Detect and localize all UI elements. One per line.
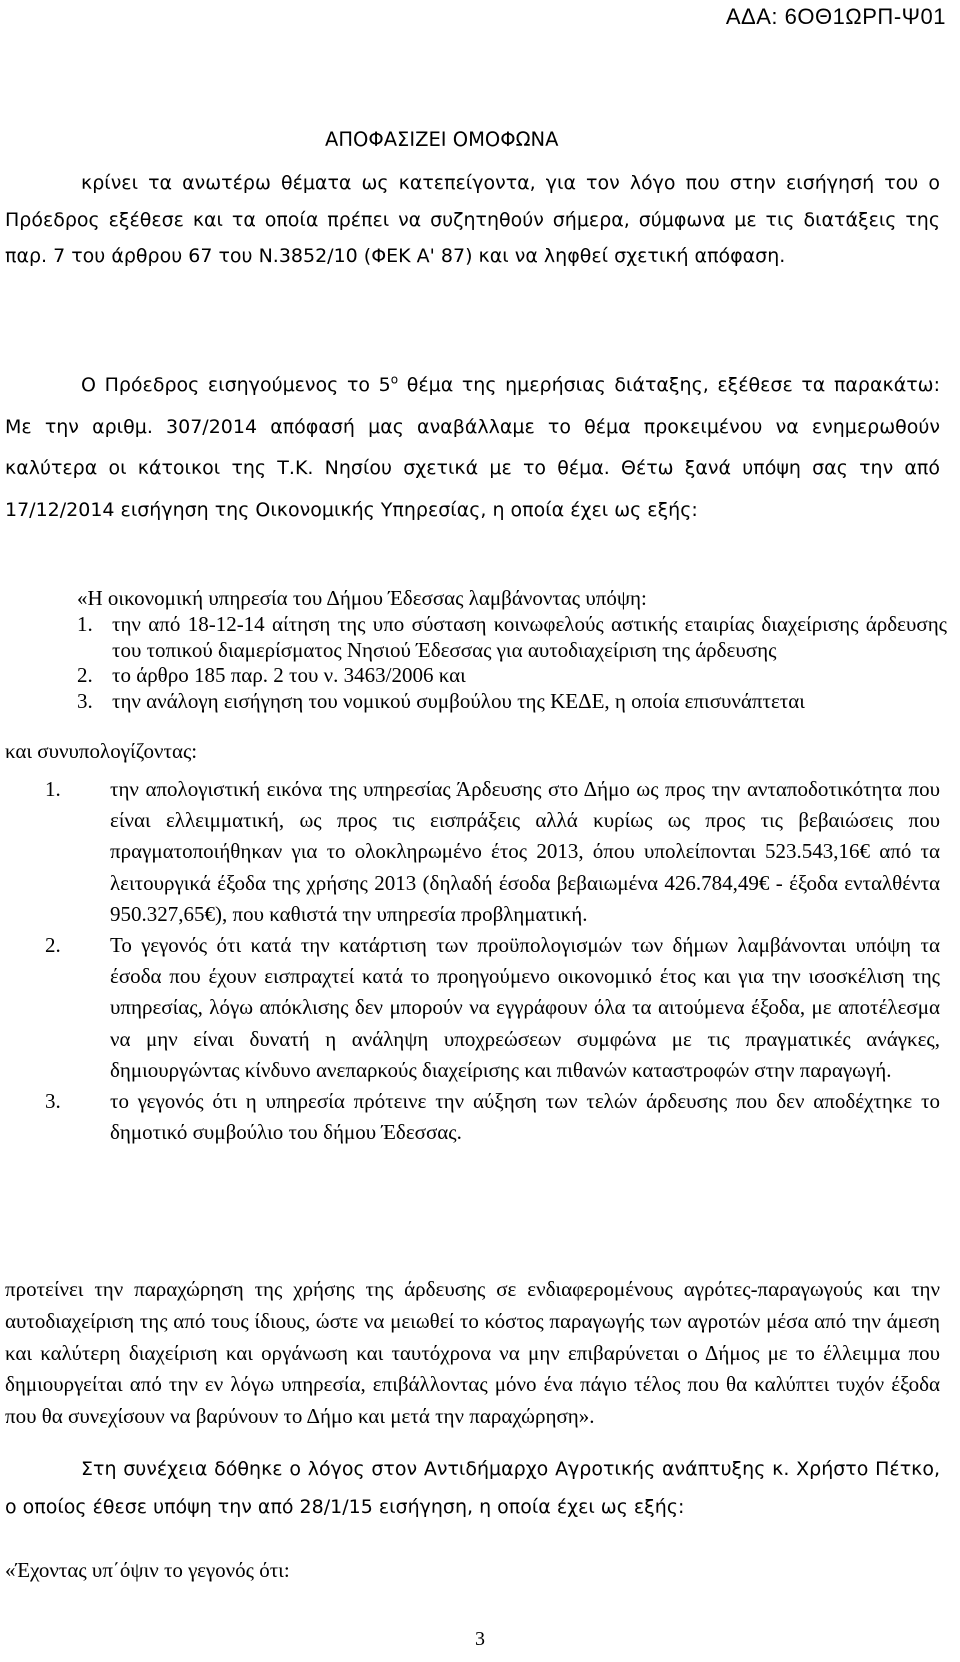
list-item-number: 2. (77, 663, 93, 687)
list-item-number: 3. (45, 1089, 61, 1114)
list-item-number: 3. (77, 688, 93, 713)
list-item (77, 689, 947, 715)
document-id: ΑΔΑ: 6ΟΘ1ΩΡΠ-Ψ01 (725, 4, 946, 29)
final-line: «Έχοντας υπ΄όψιν το γεγονός ότι: (5, 1558, 290, 1582)
list-item-text: την ανάλογη εισήγηση του νομικού συμβούλου της ΚΕΔΕ, η οποία επισυνάπτεται (112, 688, 805, 713)
ordinal-superscript: ο (390, 372, 399, 387)
list-item (77, 663, 947, 689)
considering-line: και συνυπολογίζοντας: (5, 739, 198, 763)
list-item-text: Το γεγονός ότι κατά την κατάρτιση των προϋπολογισμών των δήμων λαμβάνονται υπόψη τα έσοδα που έχουν εισπραχτεί κατά το προηγούμενο οικονομικό έτος και για την ισοσκέλιση της υπηρεσίας, λόγω απόκλισης δεν μπορούν να εγγράφουν όλα τα αιτούμενα έξοδα, με αποτέλεσμα να μην είναι δυνατή η ανάληψη υποχρεώσεων συμφώνα με τις πραγματικές ανάγκες, δημιουργώντας κίνδυνο ανεπαρκούς διαχείρισης και πιθανών καταστροφών στην παραγωγή. (110, 933, 940, 1082)
list-item-number: 2. (45, 933, 61, 958)
proposal-paragraph: προτείνει την παραχώρηση της χρήσης της άρδευσης σε ενδιαφερομένους αγρότες-παραγωγούς και την αυτοδιαχείριση της από τους ίδιους, ώστε να μειωθεί το κόστος παραγωγής των αγροτών μέσα από την άμεση και καλύτερη διαχείριση και οργάνωση και ταυτόχρονα να μην επιβαρύνεται ο Δήμος με το έλλειμμα που δημιουργείται από την εν λόγω υπηρεσία, επιβάλλοντας μόνο ένα πάγιο τέλος που θα καλύπτει τυχόν έξοδα που θα συνεχίσουν να βαρύνουν το Δήμο και μετά την παραχώρηση». (5, 1277, 940, 1429)
considerations-list (77, 612, 947, 714)
list-item (5, 1086, 940, 1148)
list-item-number: 1. (45, 777, 61, 801)
list-item (5, 930, 940, 1086)
deputy-mayor-paragraph: Στη συνέχεια δόθηκε ο λόγος στον Αντιδήμαρχο Αγροτικής ανάπτυξης κ. Χρήστο Πέτκο, ο οποίος έθεσε υπόψη την από 28/1/15 εισήγηση, η οποία έχει ως εξής: (5, 1458, 940, 1518)
decision-heading: ΑΠΟΦΑΣΙΖΕΙ ΟΜΟΦΩΝΑ (325, 128, 559, 151)
intro-paragraph: κρίνει τα ανωτέρω θέματα ως κατεπείγοντα, για τον λόγο που στην εισήγησή του ο Πρόεδρος εξέθεσε και τα οποία πρέπει να συζητηθούν σήμερα, σύμφωνα με τις διατάξεις της παρ. 7 του άρθρου 67 του Ν.3852/10 (ΦΕΚ Α' 87) και να ληφθεί σχετική απόφαση. (5, 172, 940, 267)
agenda-text-a: Ο Πρόεδρος εισηγούμενος το 5 (81, 374, 391, 396)
list-item (5, 774, 940, 930)
list-item-text: το άρθρο 185 παρ. 2 του ν. 3463/2006 και (112, 663, 466, 687)
list-item-number: 1. (77, 612, 93, 636)
quote-opening: «Η οικονομική υπηρεσία του Δήμου Έδεσσας λαμβάνοντας υπόψη: (77, 586, 647, 610)
list-item-text: την απολογιστική εικόνα της υπηρεσίας Άρδευσης στο Δήμο ως προς την ανταποδοτικότητα που είναι ελλειμματική, ως προς τις εισπράξεις αλλά κυρίως ως προς τις βεβαιώσεις που πραγματοποιήθηκαν για το ολοκληρωμένο έτος 2013, όπου υπολείπονται 523.543,16€ από τα λειτουργικά έξοδα της χρήσης 2013 (δηλαδή έσοδα βεβαιωμένα 426.784,49€ - έξοδα ενταλθέντα 950.327,65€), που καθιστά την υπηρεσία προβληματική. (110, 777, 940, 926)
agenda-item-paragraph (5, 365, 940, 531)
agenda-text-b: θέμα της ημερήσιας διάταξης, εξέθεσε τα παρακάτω: Με την αριθμ. 307/2014 απόφασή μας αναβάλλαμε το θέμα προκειμένου να ενημερωθούν καλύτερα οι κάτοικοι της Τ.Κ. Νησίου σχετικά με το θέμα. Θέτω ξανά υπόψη σας την από 17/12/2014 εισήγηση της Οικονομικής Υπηρεσίας, η οποία έχει ως εξής: (5, 374, 940, 521)
list-item-text: την από 18-12-14 αίτηση της υπο σύσταση κοινωφελούς αστικής εταιρίας διαχείρισης άρδευσης του τοπικού διαμερίσματος Νησιού Έδεσσας για αυτοδιαχείριση της άρδευσης (112, 612, 947, 662)
factors-list (5, 774, 940, 1148)
list-item-text: το γεγονός ότι η υπηρεσία πρότεινε την αύξηση των τελών άρδευσης που δεν αποδέχτηκε το δημοτικό συμβούλιο του δήμου Έδεσσας. (110, 1089, 940, 1145)
list-item (77, 612, 947, 663)
page-number: 3 (475, 1628, 485, 1650)
